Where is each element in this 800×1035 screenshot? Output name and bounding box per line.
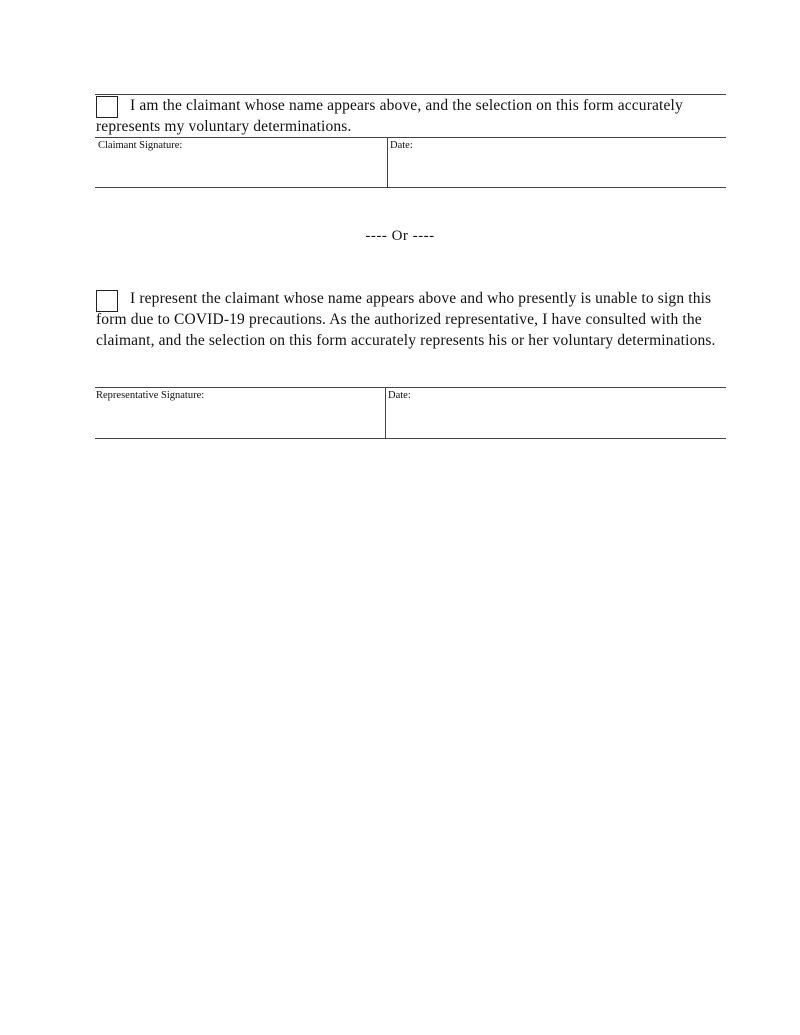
representative-date-field[interactable] — [387, 388, 725, 437]
claimant-statement-text: I am the claimant whose name appears above, and the selection on this form accurately represents my voluntary determinations. — [96, 97, 683, 135]
claimant-statement — [96, 95, 728, 137]
claimant-signature-label: Claimant Signature: — [98, 140, 183, 151]
or-separator: ---- Or ---- — [365, 228, 435, 244]
representative-signature-bottom-rule — [95, 438, 726, 439]
representative-signature-divider — [385, 387, 386, 438]
representative-date-label: Date: — [388, 390, 411, 401]
representative-signature-label: Representative Signature: — [96, 390, 205, 401]
claimant-date-label: Date: — [390, 140, 413, 151]
claimant-date-field[interactable] — [389, 138, 725, 186]
representative-statement-text: I represent the claimant whose name appears above and who presently is unable to sign this form due to COVID-19 precautions. As the authorized representative, I have consulted with the claimant, and the selection on this form accurately represents his or her voluntary determinations. — [96, 290, 716, 349]
representative-signature-field[interactable] — [96, 388, 384, 437]
claimant-signature-divider — [387, 137, 388, 187]
claimant-signature-field[interactable] — [96, 138, 386, 186]
claimant-signature-bottom-rule — [95, 187, 726, 188]
representative-statement — [96, 288, 728, 351]
